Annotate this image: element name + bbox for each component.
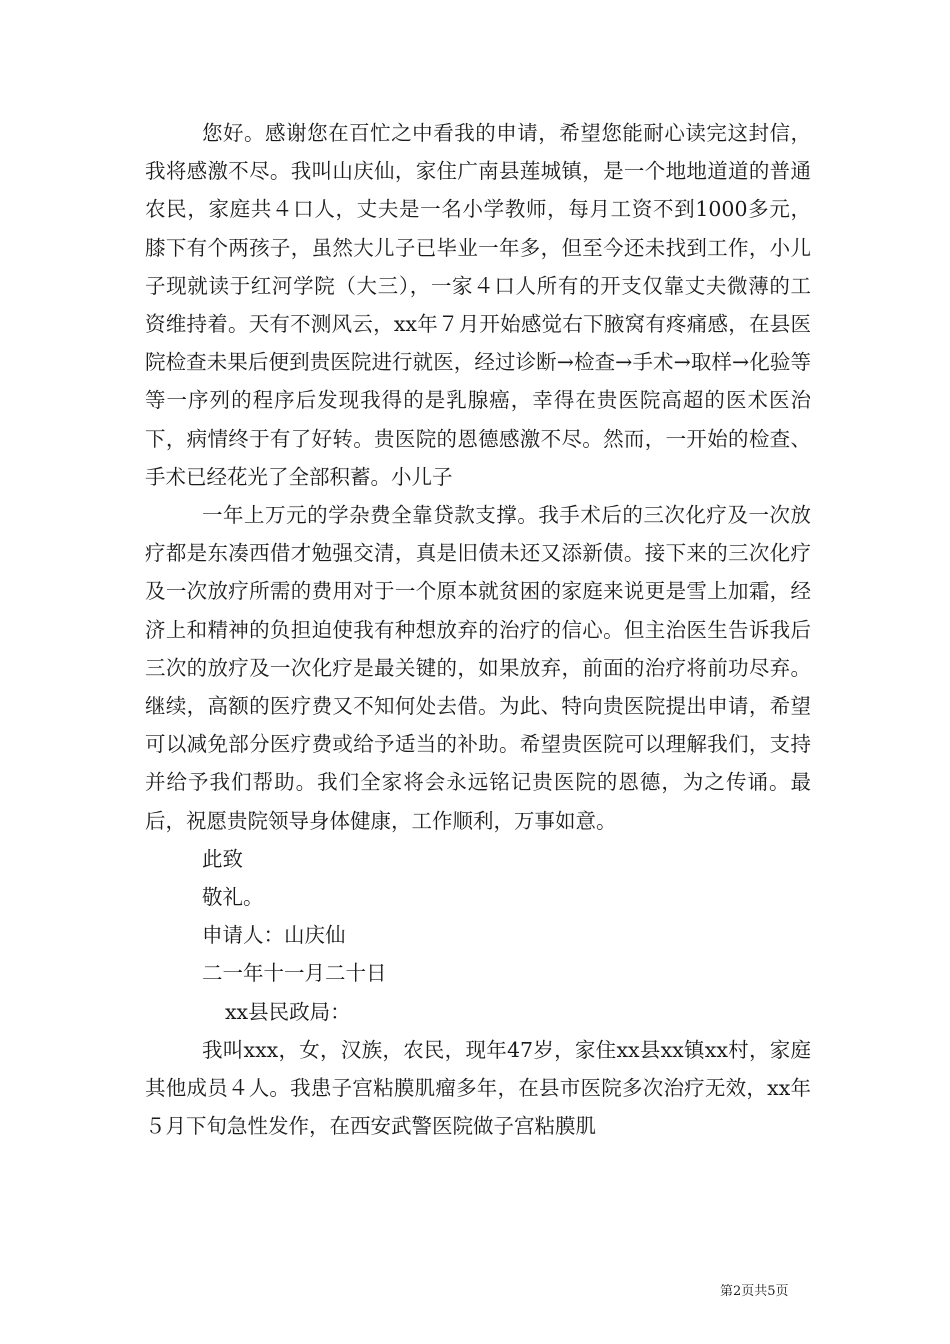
- applicant-line: 申请人：山庆仙: [202, 923, 346, 948]
- second-letter-paragraph: 我叫xxx，女，汉族，农民，现年47岁，家住xx县xx镇xx村，家庭其他成员４人。我患子宫粘膜肌瘤多年，在县市医院多次治疗无效，xx年５月下旬急性发作，在西安武警医院做子宫粘膜肌: [145, 1037, 811, 1139]
- addressee-line: xx县民政局：: [225, 999, 351, 1024]
- page-number-footer: 第2页共5页: [720, 1284, 789, 1299]
- salute-line: 敬礼。: [202, 885, 264, 910]
- document-body: [145, 114, 811, 1145]
- date-line: 二一年十一月二十日: [202, 961, 387, 986]
- letter-paragraph-1: 您好。感谢您在百忙之中看我的申请，希望您能耐心读完这封信，我将感激不尽。我叫山庆仙，家住广南县莲城镇，是一个地地道道的普通农民，家庭共４口人，丈夫是一名小学教师，每月工资不到1000多元，膝下有个两孩子，虽然大儿子已毕业一年多，但至今还未找到工作，小儿子现就读于红河学院（大三），一家４口人所有的开支仅靠丈夫微薄的工资维持着。天有不测风云，xx年７月开始感觉右下腋窝有疼痛感，在县医院检查未果后便到贵医院进行就医，经过诊断→检查→手术→取样→化验等等一序列的程序后发现我得的是乳腺癌，幸得在贵医院高超的医术医治下，病情终于有了好转。贵医院的恩德感激不尽。然而，一开始的检查、手术已经花光了全部积蓄。小儿子: [145, 121, 811, 489]
- letter-paragraph-2: 一年上万元的学杂费全靠贷款支撑。我手术后的三次化疗及一次放疗都是东凑西借才勉强交清，真是旧债未还又添新债。接下来的三次化疗及一次放疗所需的费用对于一个原本就贫困的家庭来说更是雪上加霜，经济上和精神的负担迫使我有种想放弃的治疗的信心。但主治医生告诉我后三次的放疗及一次化疗是最关键的，如果放弃，前面的治疗将前功尽弃。继续，高额的医疗费又不知何处去借。为此、特向贵医院提出申请，希望可以减免部分医疗费或给予适当的补助。希望贵医院可以理解我们，支持并给予我们帮助。我们全家将会永远铭记贵医院的恩德，为之传诵。最后，祝愿贵院领导身体健康，工作顺利，万事如意。: [145, 503, 811, 833]
- closing-line: 此致: [202, 846, 243, 871]
